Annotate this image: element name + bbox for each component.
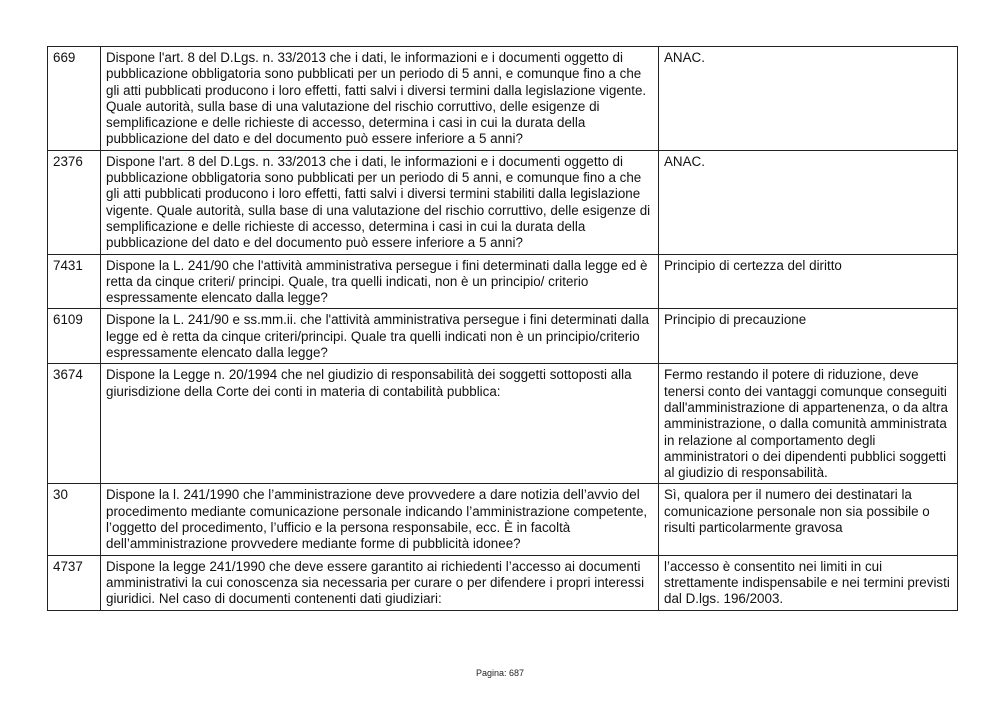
question-text: Dispone la Legge n. 20/1994 che nel giudizio di responsabilità dei soggetti sottoposti alla giurisdizione della Corte dei conti in materia di contabilità pubblica:: [101, 364, 659, 484]
question-id: 669: [48, 47, 101, 151]
question-id: 2376: [48, 150, 101, 254]
table-row: [48, 309, 958, 364]
question-text: Dispone la L. 241/90 e ss.mm.ii. che l'attività amministrativa persegue i fini determinati dalla legge ed è retta da cinque criteri/principi. Quale tra quelli indicati non è un principio/criterio espressamente elencato dalla legge?: [101, 309, 659, 364]
question-id: 7431: [48, 254, 101, 309]
question-text: Dispone l'art. 8 del D.Lgs. n. 33/2013 che i dati, le informazioni e i documenti oggetto di pubblicazione obbligatoria sono pubblicati per un periodo di 5 anni, e comunque fino a che gli atti pubblicati producono i loro effetti, fatti salvi i diversi termini dalla legislazione vigente. Quale autorità, sulla base di una valutazione del rischio corruttivo, delle esigenze di semplificazione e delle richieste di accesso, determina i casi in cui la durata della pubblicazione del dato e del documento può essere inferiore a 5 anni?: [101, 47, 659, 151]
answer-text: Principio di certezza del diritto: [659, 254, 958, 309]
answer-text: ANAC.: [659, 150, 958, 254]
answer-text: l’accesso è consentito nei limiti in cui strettamente indispensabile e nei termini previsti dal D.lgs. 196/2003.: [659, 555, 958, 610]
table-row: [48, 150, 958, 254]
question-text: Dispone l'art. 8 del D.Lgs. n. 33/2013 che i dati, le informazioni e i documenti oggetto di pubblicazione obbligatoria sono pubblicati per un periodo di 5 anni, e comunque fino a che gli atti pubblicati producono i loro effetti, fatti salvi i diversi termini stabiliti dalla legislazione vigente. Quale autorità, sulla base di una valutazione del rischio corruttivo, delle esigenze di semplificazione e delle richieste di accesso, determina i casi in cui la durata della pubblicazione del dato e del documento può essere inferiore a 5 anni?: [101, 150, 659, 254]
table-row: [48, 364, 958, 484]
answer-text: Principio di precauzione: [659, 309, 958, 364]
question-id: 3674: [48, 364, 101, 484]
question-text: Dispone la L. 241/90 che l'attività amministrativa persegue i fini determinati dalla legge ed è retta da cinque criteri/ principi. Quale, tra quelli indicati, non è un principio/ criterio espressamente elencato dalla legge?: [101, 254, 659, 309]
answer-text: ANAC.: [659, 47, 958, 151]
question-id: 4737: [48, 555, 101, 610]
table-row: [48, 484, 958, 555]
questions-table: [47, 46, 958, 611]
question-text: Dispone la legge 241/1990 che deve essere garantito ai richiedenti l’accesso ai documenti amministrativi la cui conoscenza sia necessaria per curare o per difendere i propri interessi giuridici. Nel caso di documenti contenenti dati giudiziari:: [101, 555, 659, 610]
page-number: Pagina: 687: [475, 668, 525, 678]
table-row: [48, 47, 958, 151]
question-id: 30: [48, 484, 101, 555]
question-id: 6109: [48, 309, 101, 364]
table-row: [48, 254, 958, 309]
table-row: [48, 555, 958, 610]
answer-text: Sì, qualora per il numero dei destinatari la comunicazione personale non sia possibile o risulti particolarmente gravosa: [659, 484, 958, 555]
answer-text: Fermo restando il potere di riduzione, deve tenersi conto dei vantaggi comunque conseguiti dall'amministrazione di appartenenza, o da altra amministrazione, o dalla comunità amministrata in relazione al comportamento degli amministratori o dei dipendenti pubblici soggetti al giudizio di responsabilità.: [659, 364, 958, 484]
question-text: Dispone la l. 241/1990 che l’amministrazione deve provvedere a dare notizia dell’avvio del procedimento mediante comunicazione personale indicando l’amministrazione competente, l’oggetto del procedimento, l’ufficio e la persona responsabile, ecc. È in facoltà dell’amministrazione provvedere mediante forme di pubblicità idonee?: [101, 484, 659, 555]
